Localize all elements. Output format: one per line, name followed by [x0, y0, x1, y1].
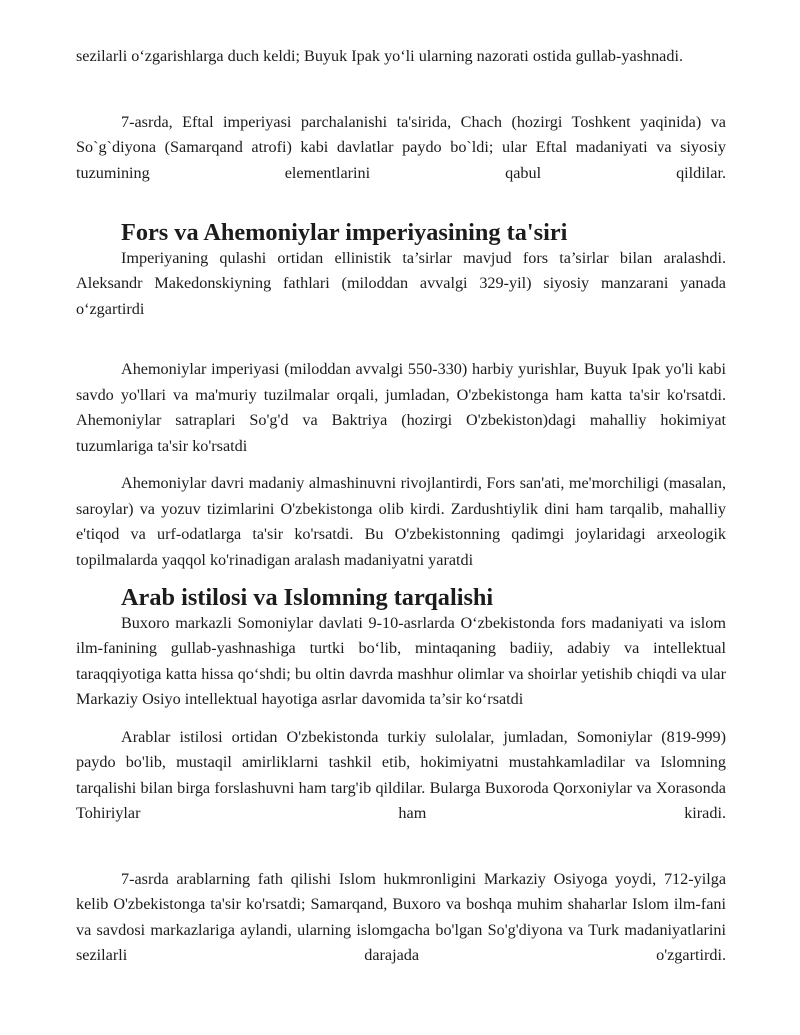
- document-page: [76, 44, 726, 969]
- paragraph-arab-conquest: 7-asrda arablarning fath qilishi Islom hukmronligini Markaziy Osiyoga yoydi, 712-yilga kelib O'zbekistonga ta'sir ko'rsatdi; Samarqand, Buxoro va boshqa muhim shaharlar Islom ilm-fani va savdosi markazlariga aylandi, ularning islomgacha bo'lgan So'g'diyona va Turk madaniyatlarini sezilarli darajada o'zgartirdi.: [76, 869, 726, 964]
- paragraph-hellenistic: Imperiyaning qulashi ortidan ellinistik ta’sirlar mavjud fors ta’sirlar bilan aralashdi. Aleksandr Makedonskiyning fathlari (miloddan avvalgi 329-yil) siyosiy manzarani yanada o‘zgartirdi: [76, 248, 726, 318]
- paragraph-turkic-dynasties: Arablar istilosi ortidan O'zbekistonda turkiy sulolalar, jumladan, Somoniylar (819-999) paydo bo'lib, mustaqil amirliklarni tashkil etib, hokimiyatni mustahkamladilar va Islomning tarqalishi bilan birga forslashuvni ham targ'ib qildilar. Bularga Buxoroda Qorxoniylar va Xorasonda Tohiriylar ham kiradi.: [76, 727, 726, 822]
- paragraph-samanids: Buxoro markazli Somoniylar davlati 9-10-asrlarda O‘zbekistonda fors madaniyati va islom ilm-fanining gullab-yashnashiga turtki bo‘lib, mintaqaning badiiy, adabiy va intellektual taraqqiyotiga katta hissa qo‘shdi; bu oltin davrda mashhur olimlar va shoirlar yetishib chiqdi va ular Markaziy Osiyo intellektual hayotiga asrlar davomida ta’sir ko‘rsatdi: [76, 613, 726, 708]
- section-heading-persian: Fors va Ahemoniylar imperiyasining ta'siri: [121, 219, 568, 246]
- paragraph-eftal: 7-asrda, Eftal imperiyasi parchalanishi ta'sirida, Chach (hozirgi Toshkent yaqinida) va So`g`diyona (Samarqand atrofi) kabi davlatlar paydo bo`ldi; ular Eftal madaniyati va siyosiy tuzumining elementlarini qabul qildilar.: [76, 112, 726, 182]
- paragraph-cultural-exchange: Ahemoniylar davri madaniy almashinuvni rivojlantirdi, Fors san'ati, me'morchiligi (masalan, saroylar) va yozuv tizimlarini O'zbekistonga olib kirdi. Zardushtiylik dini ham tarqalib, mahalliy e'tiqod va urf-odatlarga ta'sir ko'rsatdi. Bu O'zbekistonning qadimgi joylaridagi arxeologik topilmalarda yaqqol ko'rinadigan aralash madaniyatni yaratdi: [76, 474, 726, 569]
- paragraph-achaemenid-empire: Ahemoniylar imperiyasi (miloddan avvalgi 550-330) harbiy yurishlar, Buyuk Ipak yo'li kabi savdo yo'llari va ma'muriy tuzilmalar orqali, jumladan, O'zbekistonga ham katta ta'sir ko'rsatdi. Ahemoniylar satraplari So'g'd va Baktriya (hozirgi O'zbekiston)dagi mahalliy hokimiyat tuzumlariga ta'sir ko'rsatdi: [76, 360, 726, 455]
- section-heading-arab: Arab istilosi va Islomning tarqalishi: [121, 584, 494, 611]
- paragraph-continuation: sezilarli o‘zgarishlarga duch keldi; Buyuk Ipak yo‘li ularning nazorati ostida gullab-yashnadi.: [76, 47, 684, 65]
